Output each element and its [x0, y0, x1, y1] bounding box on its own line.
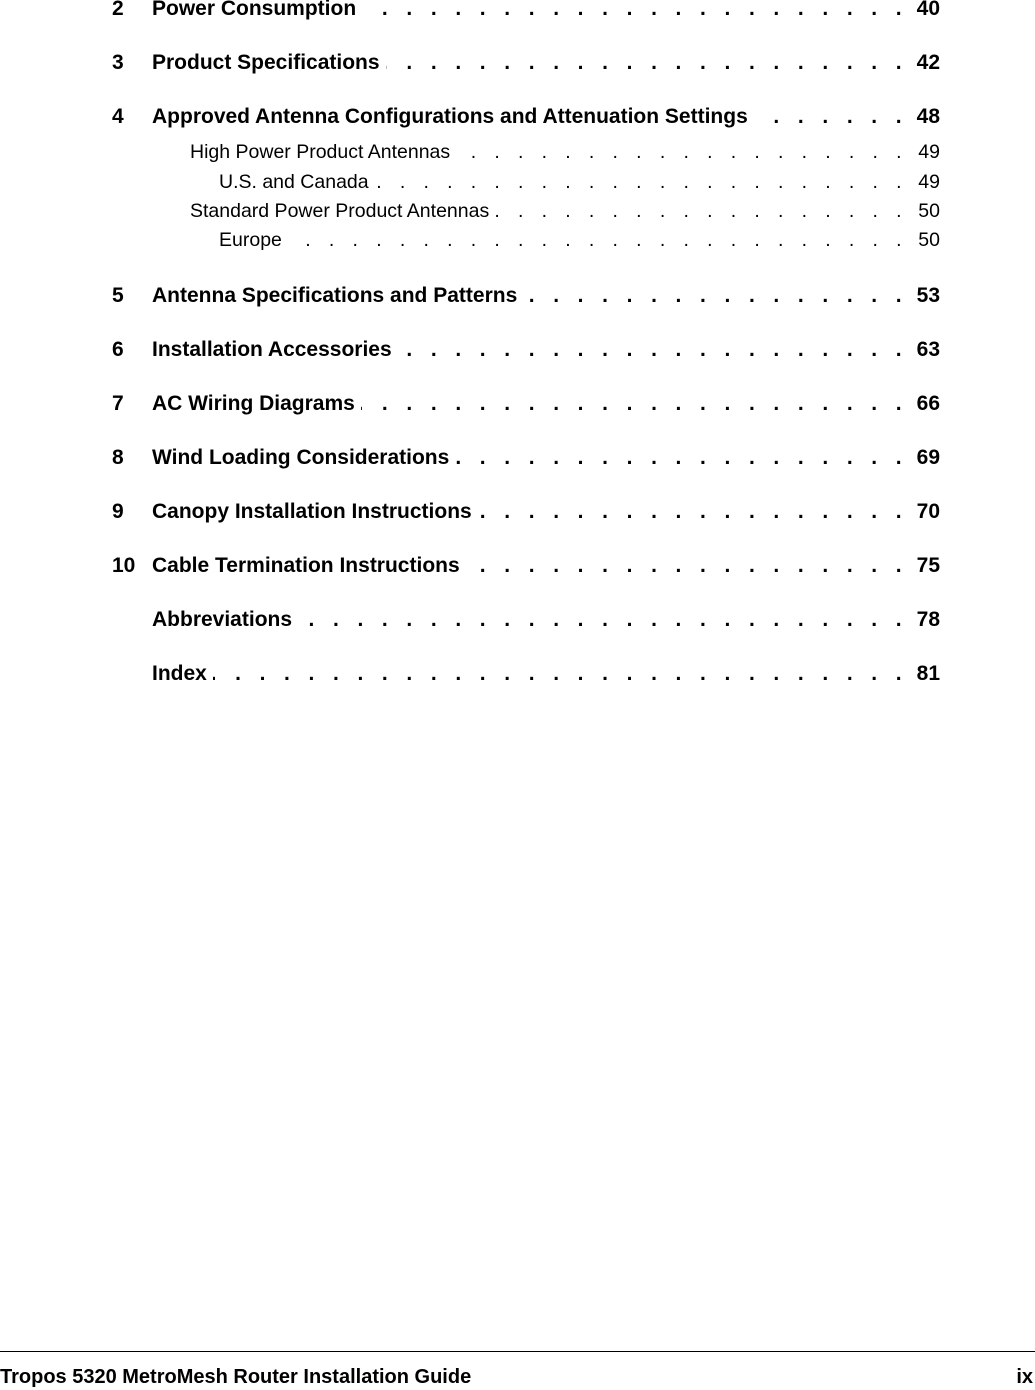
page-number: 81: [916, 662, 940, 685]
footer-document-title: Tropos 5320 MetroMesh Router Installation Guide: [0, 1366, 472, 1388]
toc-entry-us-canada[interactable]: [219, 171, 940, 194]
entry-title: Cable Termination Instructions: [152, 554, 460, 577]
page-number: 70: [916, 500, 940, 523]
toc-entry-chapter-6[interactable]: [112, 338, 940, 362]
toc-entry-chapter-9[interactable]: [112, 500, 940, 524]
chapter-number: 7: [112, 392, 124, 415]
dot-leader: [362, 0, 908, 21]
chapter-number: 3: [112, 51, 124, 74]
page-number: 42: [916, 51, 940, 74]
toc-entry-standard-power-antennas[interactable]: [190, 200, 940, 223]
toc-entry-europe[interactable]: [219, 229, 940, 252]
dot-leader: [375, 171, 908, 194]
dot-leader: [466, 554, 908, 578]
dot-leader: [754, 105, 908, 129]
page-number: 40: [916, 0, 940, 20]
toc-entry-high-power-antennas[interactable]: [190, 141, 940, 164]
entry-title: Installation Accessories: [152, 338, 392, 361]
entry-title: Approved Antenna Configurations and Attenuation Settings: [152, 105, 748, 128]
toc-entry-chapter-5[interactable]: [112, 284, 940, 308]
entry-title: Wind Loading Considerations: [152, 446, 450, 469]
page-number: 50: [918, 229, 940, 251]
entry-title: Index: [152, 662, 207, 685]
dot-leader: [213, 662, 908, 686]
entry-title: Antenna Specifications and Patterns: [152, 284, 518, 307]
page-number: 78: [916, 608, 940, 631]
chapter-number: 2: [112, 0, 124, 20]
entry-title: AC Wiring Diagrams: [152, 392, 355, 415]
entry-title: Canopy Installation Instructions: [152, 500, 472, 523]
page-number: 66: [916, 392, 940, 415]
entry-title: Europe: [219, 229, 282, 251]
toc-entry-chapter-2[interactable]: [112, 0, 940, 21]
entry-title: Abbreviations: [152, 608, 293, 631]
page-number: 49: [918, 171, 940, 193]
page-number: 50: [918, 200, 940, 222]
page-number: 49: [918, 141, 940, 163]
entry-title: Standard Power Product Antennas: [190, 200, 490, 222]
dot-leader: [398, 338, 908, 362]
dot-leader: [361, 392, 908, 416]
chapter-number: 4: [112, 105, 124, 128]
dot-leader: [455, 446, 908, 470]
chapter-number: 10: [112, 554, 136, 577]
dot-leader: [456, 141, 908, 164]
dot-leader: [495, 200, 908, 223]
toc-entry-chapter-7[interactable]: [112, 392, 940, 416]
page-number: 75: [916, 554, 940, 577]
chapter-number: 6: [112, 338, 124, 361]
entry-title: Power Consumption: [152, 0, 357, 20]
dot-leader: [288, 229, 908, 252]
entry-title: High Power Product Antennas: [190, 141, 451, 163]
chapter-number: 5: [112, 284, 124, 307]
page-number: 53: [916, 284, 940, 307]
toc-entry-chapter-3[interactable]: [112, 51, 940, 75]
toc-entry-index[interactable]: [112, 662, 940, 686]
toc-entry-chapter-4[interactable]: [112, 105, 940, 129]
page-number: 48: [916, 105, 940, 128]
footer-page-number: ix: [1016, 1366, 1033, 1388]
dot-leader: [478, 500, 908, 524]
page-number: 69: [916, 446, 940, 469]
page-number: 63: [916, 338, 940, 361]
chapter-number: 8: [112, 446, 124, 469]
dot-leader: [298, 608, 908, 632]
entry-title: Product Specifications: [152, 51, 380, 74]
chapter-number: 9: [112, 500, 124, 523]
toc-entry-chapter-10[interactable]: [112, 554, 940, 578]
dot-leader: [523, 284, 908, 308]
dot-leader: [386, 51, 908, 75]
entry-title: U.S. and Canada: [219, 171, 369, 193]
toc-entry-chapter-8[interactable]: [112, 446, 940, 470]
toc-entry-abbreviations[interactable]: [112, 608, 940, 632]
footer-divider: [0, 1351, 1035, 1352]
